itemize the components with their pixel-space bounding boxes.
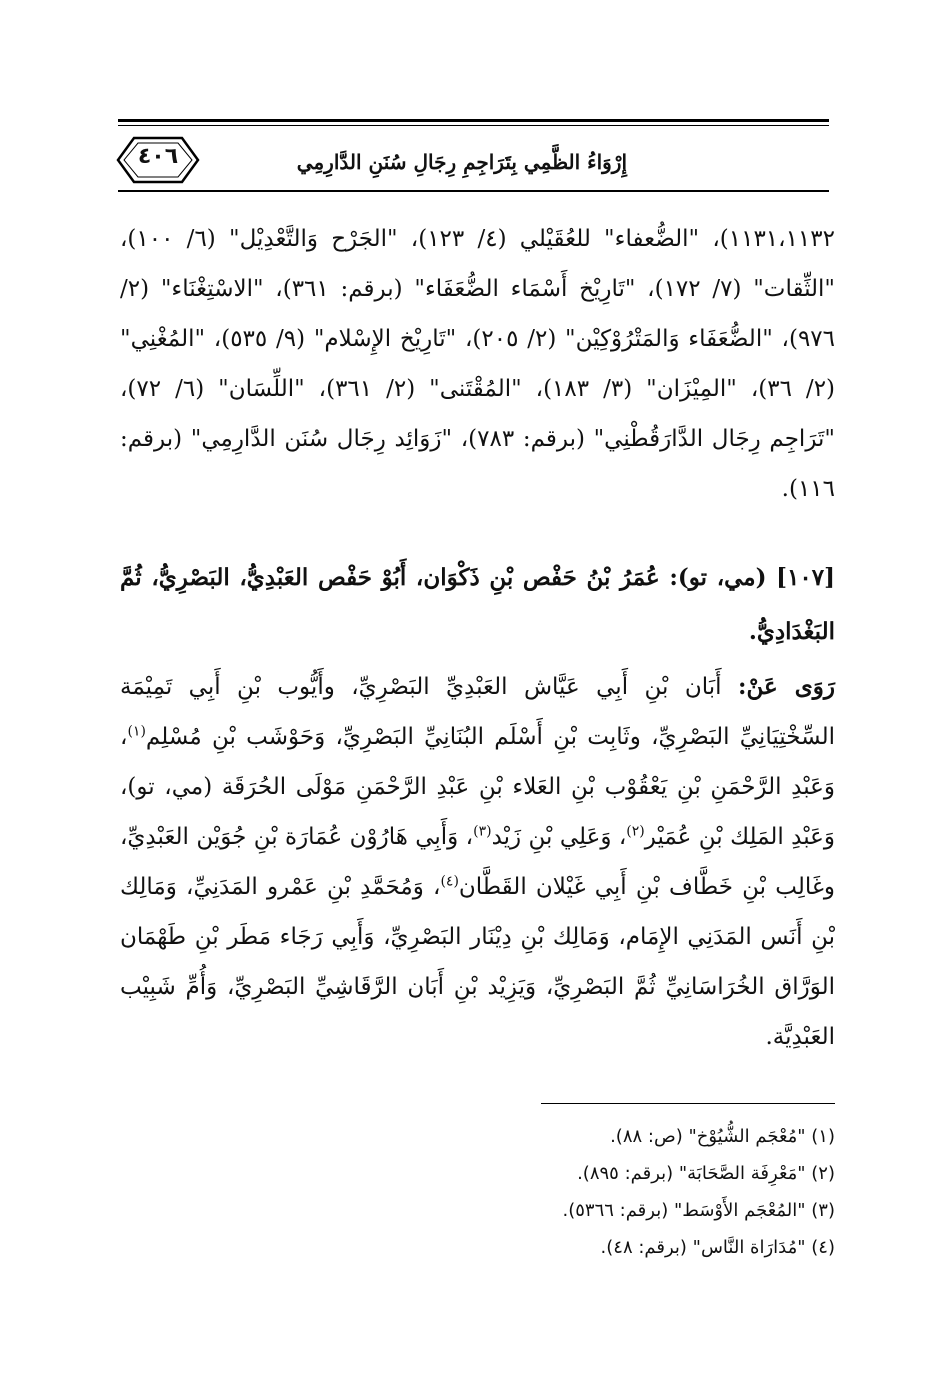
header-double-rule-thin <box>118 125 829 126</box>
running-header-title: إِرْوَاءُ الظَّمِي بِتَرَاجِمِ رِجَالِ سُنَنِ الدَّارِمِي <box>296 150 627 174</box>
teachers-text-1: أَبَان بْنِ أَبِي عَيَّاش العَبْدِيِّ البَصْرِيِّ، وأَيُّوب بْنِ أَبِي تَمِيْمَة السِّخْتِيَانِيِّ البَصْرِيِّ، وثَابِت بْنِ أَسْلَم البُنَانِيِّ البَصْرِيِّ، وَحَوْشَب بْنِ مُسْلِم <box>120 674 835 750</box>
teachers-text-2: ، وَعَبْدِ الرَّحْمَنِ بْنِ يَعْقُوْب بْنِ العَلاء بْنِ عَبْدِ الرَّحْمَنِ مَوْلَى الحُرَقَة (مي، تو)، وَعَبْدِ المَلِك بْنِ عُمَيْر <box>120 724 836 850</box>
entry-number: [١٠٧] <box>776 564 835 591</box>
footnote-2: (٢) "مَعْرِفَة الصَّحَابَة" (برقم: ٨٩٥). <box>577 1163 835 1184</box>
teachers-text-4: ، وَأَبِي هَارُوْن عُمَارَة بْنِ جُوَيْن العَبْدِيِّ، وغَالِب بْنِ خَطَّاف بْنِ أَبِي غَيْلان القَطَّان <box>120 824 835 900</box>
footnote-ref-2[interactable]: (٢) <box>626 823 645 840</box>
footnote-1: (١) "مُعْجَم الشُّيُوْخ" (ص: ٨٨). <box>610 1126 835 1147</box>
entry-codes: (مي، تو): <box>669 564 767 591</box>
teachers-text-3: ، وَعَلِي بْنِ زَيْد <box>491 824 627 850</box>
footnotes <box>235 1118 835 1266</box>
entry-name: عُمَرُ بْنُ حَفْص بْنِ ذَكْوَان، أَبُوْ حَفْص العَبْدِيُّ، البَصْرِيُّ، ثُمَّ البَغْدَادِيُّ. <box>120 564 835 645</box>
teachers-text-5: ، وَمُحَمَّدِ بْنِ عَمْرو المَدَنِيِّ، وَمَالِك بْنِ أَنَس المَدَنِي الإِمَام، وَمَالِك بْنِ دِيْنَار البَصْرِيِّ، وَأَبِي رَجَاء مَطَر بْنِ طَهْمَان الوَرَّاق الخُرَاسَانِيِّ ثُمَّ البَصْرِيِّ، وَيَزِيْد بْنِ أَبَان الرَّقَاشِيِّ البَصْرِيِّ، وَأُمِّ شَبِيْب العَبْدِيَّة. <box>120 874 835 1050</box>
header-rule-bottom <box>118 190 829 192</box>
footnote-ref-1[interactable]: (١) <box>127 723 146 740</box>
entry-heading <box>120 551 835 659</box>
entry-body <box>120 662 835 1062</box>
footnote-ref-4[interactable]: (٤) <box>440 873 459 890</box>
narrated-from-label: رَوَى عَنْ: <box>737 673 836 700</box>
footnote-ref-3[interactable]: (٣) <box>473 823 492 840</box>
page-number-ornament <box>112 132 204 188</box>
footnote-separator <box>541 1103 835 1104</box>
header-double-rule-top <box>118 119 829 122</box>
previous-entry-references: ١١٣١،١١٣٢)، "الضُّعفاء" للعُقَيْلي (٤/ ١٢٣)، "الجَرْح وَالتَّعْدِيْل" (٦/ ١٠٠)، "الثِّقات" (٧/ ١٧٢)، "تَارِيْخ أَسْمَاء الضُّعَفَاء" (برقم: ٣٦١)، "الاسْتِغْنَاء" (٢/ ٩٧٦)، "الضُّعَفَاء وَالمَتْرُوْكِيْن" (٢/ ٢٠٥)، "تَارِيْخ الإِسْلام" (٩/ ٥٣٥)، "المُغْنِي" (٢/ ٣٦)، "المِيْزَان" (٣/ ١٨٣)، "المُقْتَنى" (٢/ ٣٦١)، "اللِّسَان" (٦/ ٧٢)، "تَرَاجِم رِجَال الدَّارَقُطْنِي" (برقم: ٧٨٣)، "زَوَائِد رِجَال سُنَن الدَّارِمِي" (برقم: ١١٦). <box>120 226 836 502</box>
footnote-3: (٣) "المُعْجَم الأَوْسَط" (برقم: ٥٣٦٦). <box>562 1200 835 1221</box>
footnote-4: (٤) "مُدَارَاة النَّاس" (برقم: ٤٨). <box>600 1237 835 1258</box>
page-number: ٤٠٦ <box>137 144 179 169</box>
